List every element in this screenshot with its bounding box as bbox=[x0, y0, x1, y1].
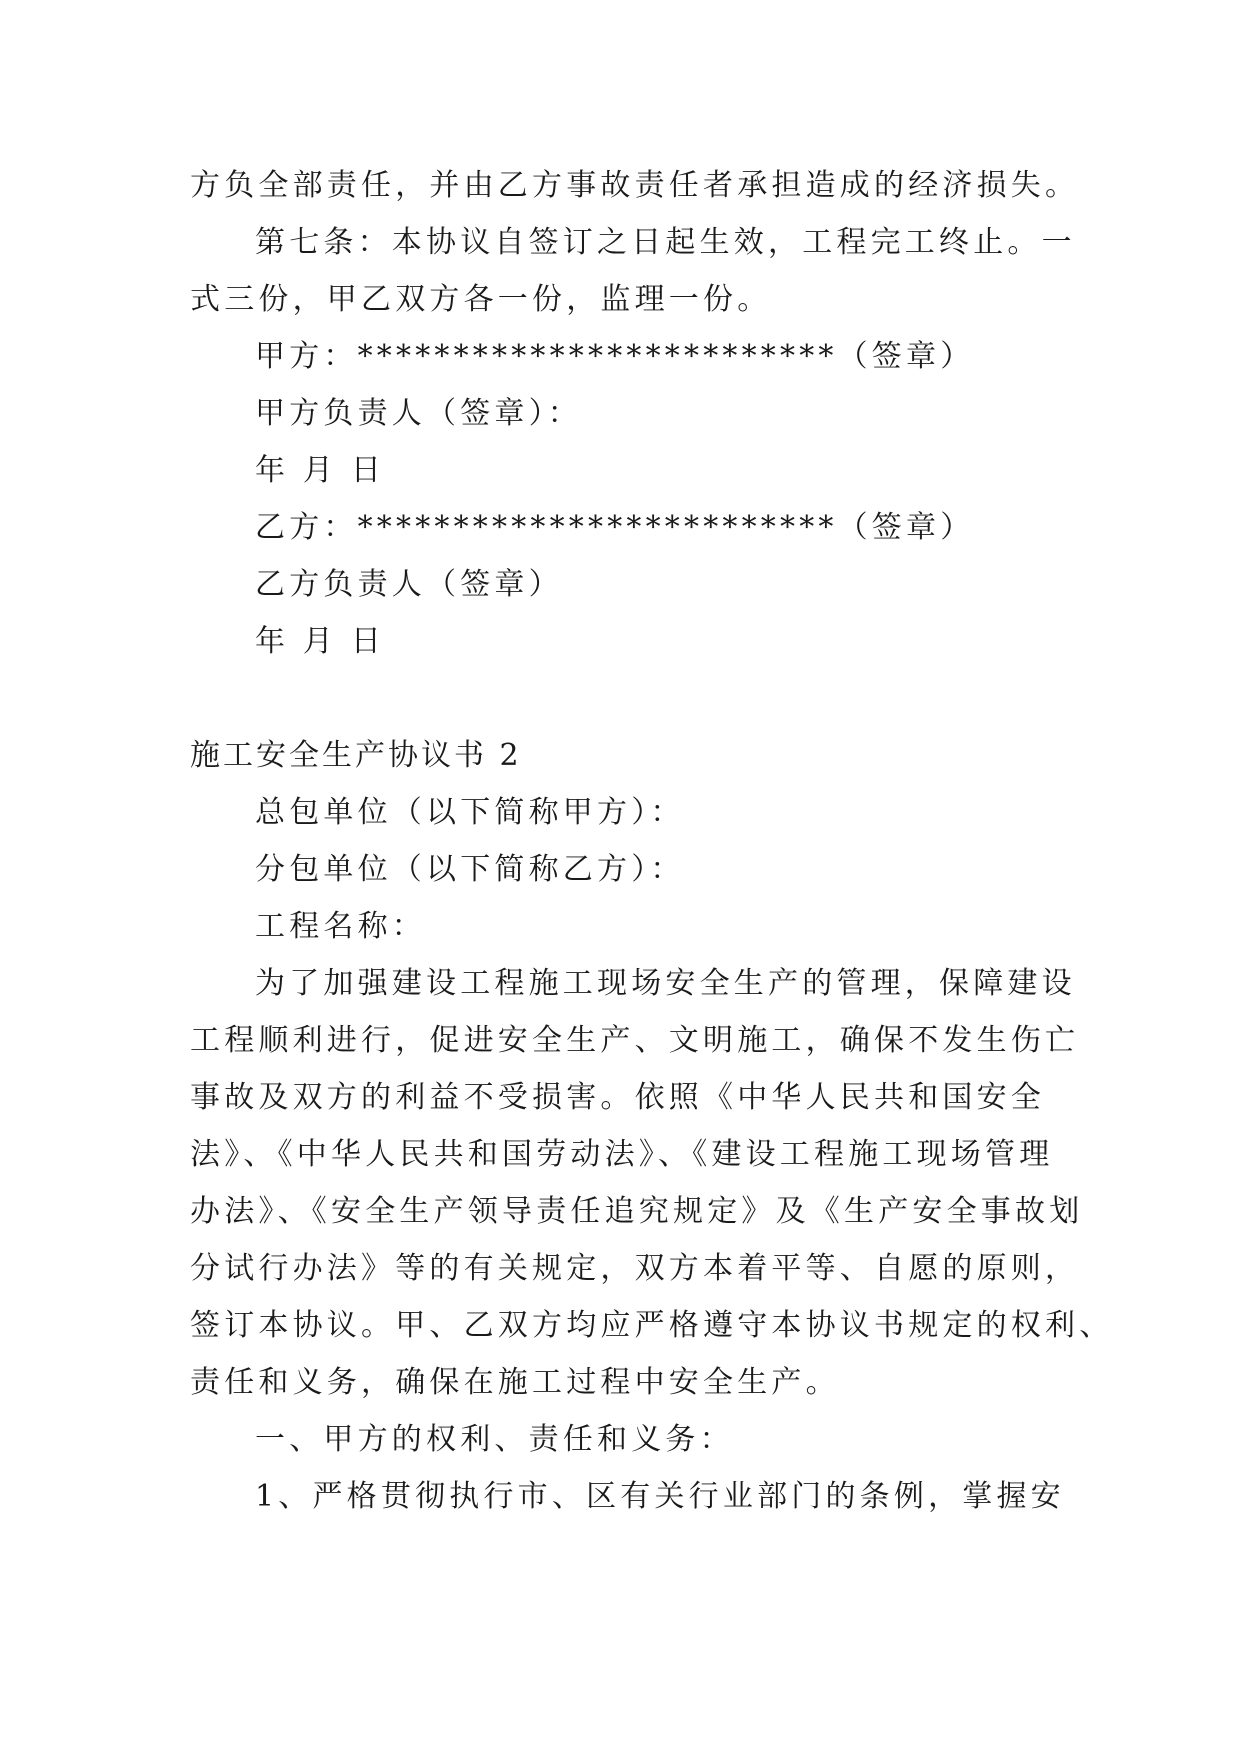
paragraph-line: 法》、《中华人民共和国劳动法》、《建设工程施工现场管理 bbox=[190, 1137, 1054, 1172]
signature-line-party-a-responsible: 甲方负责人（签章）： bbox=[255, 396, 582, 431]
paragraph-line: 事故及双方的利益不受损害。依照《中华人民共和国安全 bbox=[190, 1080, 1045, 1115]
paragraph-line: 分试行办法》等的有关规定，双方本着平等、自愿的原则， bbox=[190, 1251, 1080, 1286]
section-title: 施工安全生产协议书 2 bbox=[190, 738, 522, 773]
paragraph-line: 签订本协议。甲、乙双方均应严格遵守本协议书规定的权利、 bbox=[190, 1308, 1114, 1343]
signature-line-party-b-responsible: 乙方负责人（签章） bbox=[255, 567, 563, 602]
paragraph-line: 1、严格贯彻执行市、区有关行业部门的条例，掌握安 bbox=[255, 1479, 1065, 1514]
paragraph-line: 第七条：本协议自签订之日起生效，工程完工终止。一 bbox=[255, 225, 1076, 260]
field-line: 分包单位（以下简称乙方）： bbox=[255, 852, 685, 887]
paragraph-line: 为了加强建设工程施工现场安全生产的管理，保障建设 bbox=[255, 966, 1076, 1001]
paragraph-line: 办法》、《安全生产领导责任追究规定》及《生产安全事故划 bbox=[190, 1194, 1084, 1229]
subsection-heading: 一、甲方的权利、责任和义务： bbox=[255, 1422, 734, 1457]
field-line: 工程名称： bbox=[255, 909, 426, 944]
paragraph-line: 工程顺利进行，促进安全生产、文明施工，确保不发生伤亡 bbox=[190, 1023, 1080, 1058]
signature-line-party-a: 甲方：*************************（签章） bbox=[255, 339, 975, 374]
paragraph-line: 责任和义务，确保在施工过程中安全生产。 bbox=[190, 1365, 840, 1400]
paragraph-line: 方负全部责任，并由乙方事故责任者承担造成的经济损失。 bbox=[190, 168, 1080, 203]
date-line: 年 月 日 bbox=[255, 624, 386, 659]
signature-line-party-b: 乙方：*************************（签章） bbox=[255, 510, 975, 545]
date-line: 年 月 日 bbox=[255, 453, 386, 488]
field-line: 总包单位（以下简称甲方）： bbox=[255, 795, 685, 830]
paragraph-line: 式三份，甲乙双方各一份，监理一份。 bbox=[190, 282, 772, 317]
